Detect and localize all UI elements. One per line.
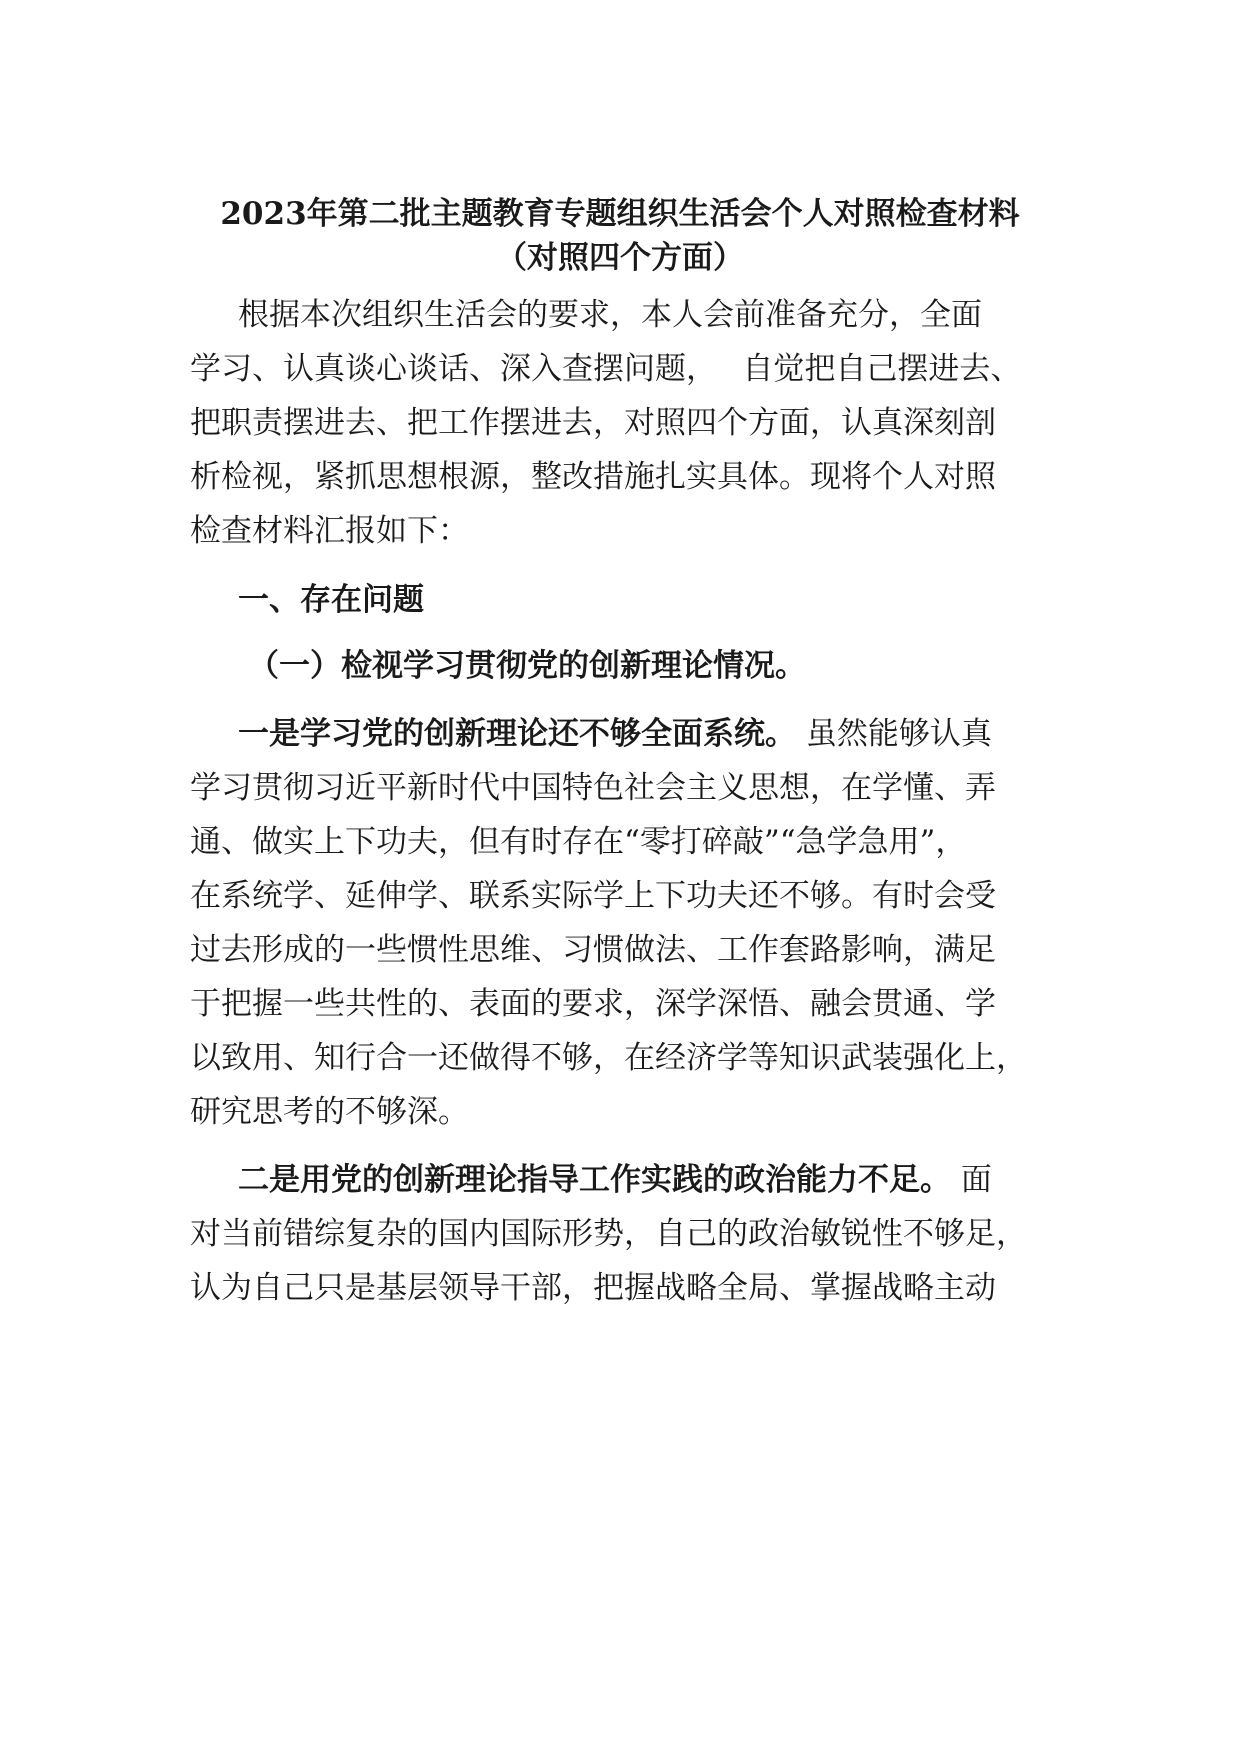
- point-lead-bold: 二是用党的创新理论指导工作实践的政治能力不足。: [238, 1162, 951, 1198]
- intro-line: 根据本次组织生活会的要求，本人会前准备充分，全面: [238, 297, 982, 333]
- point-lead-line: [238, 1160, 992, 1200]
- intro-line: 学习、认真谈心谈话、深入查摆问题， 自觉把自己摆进去、: [190, 351, 1022, 387]
- intro-line: 把职责摆进去、把工作摆进去，对照四个方面，认真深刻剖: [190, 405, 996, 441]
- point-lead-bold: 一是学习党的创新理论还不够全面系统。: [238, 716, 796, 752]
- document-title: 2023年第二批主题教育专题组织生活会个人对照检查材料: [220, 196, 1020, 232]
- point-line: 通、做实上下功夫，但有时存在“零打碎敲”“急学急用”，: [190, 824, 967, 860]
- point-line: 研究思考的不够深。: [190, 1094, 469, 1130]
- point-line: 学习贯彻习近平新时代中国特色社会主义思想，在学懂、弄: [190, 770, 996, 806]
- document-subtitle: （对照四个方面）: [496, 240, 744, 276]
- point-lead-rest: 面: [951, 1162, 992, 1198]
- point-line: 以致用、知行合一还做得不够，在经济学等知识武装强化上，: [190, 1040, 1027, 1076]
- point-lead-line: [238, 714, 992, 754]
- point-line: 于把握一些共性的、表面的要求，深学深悟、融会贯通、学: [190, 986, 996, 1022]
- intro-line: 析检视，紧抓思想根源，整改措施扎实具体。现将个人对照: [190, 459, 996, 495]
- point-lead-rest: 虽然能够认真: [796, 716, 992, 752]
- section-heading: 一、存在问题: [238, 582, 424, 618]
- subsection-heading: （一）检视学习贯彻党的创新理论情况。: [248, 648, 806, 684]
- point-line: 在系统学、延伸学、联系实际学上下功夫还不够。有时会受: [190, 878, 996, 914]
- intro-line: 检查材料汇报如下：: [190, 513, 469, 549]
- point-line: 认为自己只是基层领导干部，把握战略全局、掌握战略主动: [190, 1270, 996, 1306]
- point-line: 对当前错综复杂的国内国际形势，自己的政治敏锐性不够足，: [190, 1216, 1027, 1252]
- point-line: 过去形成的一些惯性思维、习惯做法、工作套路影响，满足: [190, 932, 996, 968]
